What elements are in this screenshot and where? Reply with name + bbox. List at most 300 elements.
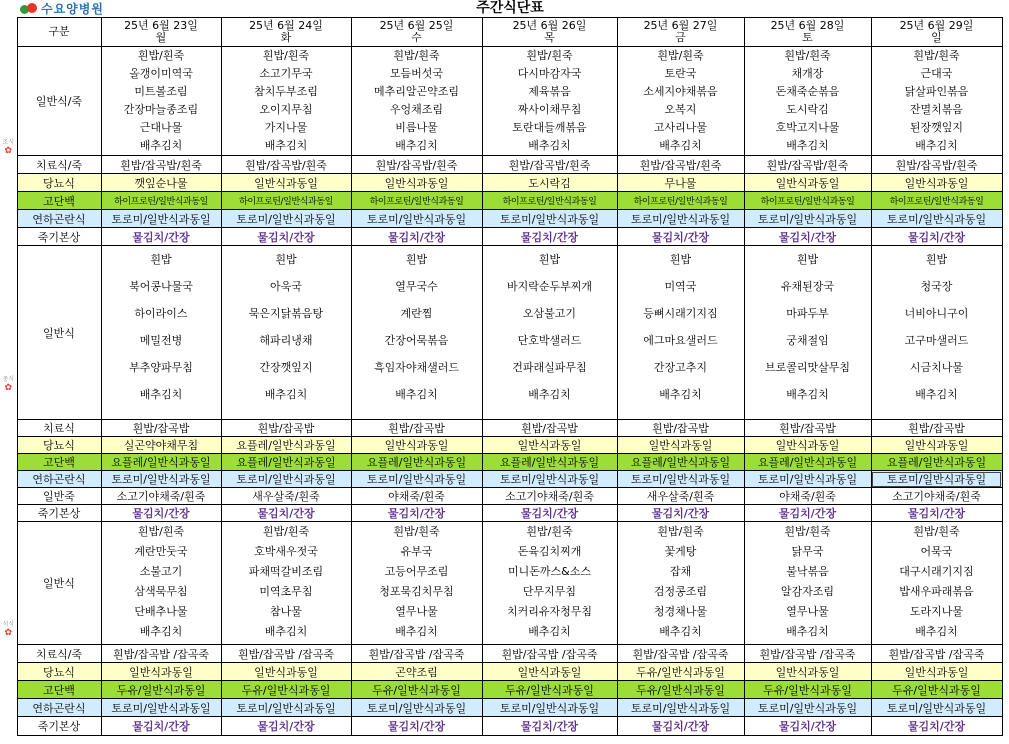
menu-cell: 흰밥/잡곡밥/흰죽	[871, 156, 1002, 174]
day-weekday: 금	[675, 31, 686, 44]
menu-cell: 토로미/일반식과동일	[617, 699, 744, 717]
menu-item: 간장깻잎지	[259, 361, 313, 374]
day-date: 25년 6월 25일	[379, 19, 454, 32]
menu-cell: 두유/일반식과동일	[617, 681, 744, 699]
menu-cell: 두유/일반식과동일	[351, 681, 482, 699]
menu-item: 열무나물	[395, 605, 438, 618]
page-header	[0, 0, 1009, 17]
menu-cell: 물김치/간장	[744, 228, 871, 246]
menu-item: 미역국	[664, 280, 697, 293]
menu-cell: 일반식과동일	[871, 437, 1002, 454]
meal-marker-label: 중식	[2, 376, 15, 383]
meal-side-marker	[0, 246, 17, 522]
menu-item: 흰밥/흰죽	[913, 525, 960, 538]
header-row	[0, 18, 1002, 47]
row-label: 연하곤란식	[17, 471, 101, 488]
menu-cell: 일반식과동일	[871, 174, 1002, 192]
menu-cell: 두유/일반식과동일	[482, 681, 617, 699]
menu-item: 배추김치	[915, 388, 958, 401]
menu-item: 고등어무조림	[384, 565, 449, 578]
menu-cell: 일반식과동일	[744, 663, 871, 681]
menu-cell: 야채죽/흰죽	[351, 488, 482, 505]
page-title: 주간식단표	[476, 0, 544, 16]
menu-item: 배추김치	[395, 139, 438, 152]
menu-item: 된장깻잎지	[909, 121, 964, 134]
menu-item: 대구시래기지짐	[899, 565, 974, 578]
menu-item: 흰밥/흰죽	[913, 49, 960, 62]
menu-cell: 하이프로틴/일반식과동일	[482, 192, 617, 210]
flower-icon: ✿	[4, 145, 13, 156]
menu-cell: 요플레/일반식과동일	[871, 454, 1002, 471]
menu-cell: 토로미/일반식과동일	[744, 471, 871, 488]
menu-cell: 두유/일반식과동일	[221, 681, 351, 699]
menu-item: 짜사이채무침	[517, 103, 582, 116]
lunch-dysphagia-row	[0, 471, 1002, 488]
day-header	[617, 18, 744, 47]
menu-item: 건파래실파무침	[512, 361, 587, 374]
day-weekday: 목	[544, 31, 555, 44]
row-label: 일반식/죽	[17, 47, 101, 156]
menu-cell: 하이프로틴/일반식과동일	[617, 192, 744, 210]
menu-cell: 물김치/간장	[871, 228, 1002, 246]
row-label: 고단백	[17, 454, 101, 471]
menu-cell: 깻잎순나물	[101, 174, 221, 192]
day-date: 25년 6월 29일	[899, 19, 974, 32]
menu-item: 에그마요샐러드	[643, 334, 718, 347]
meal-marker-label: 석식	[2, 621, 15, 628]
menu-item: 등뼈시래기지짐	[643, 307, 718, 320]
menu-cell: 요플레/일반식과동일	[221, 437, 351, 454]
dinner-dysphagia-row	[0, 699, 1002, 717]
row-label: 당뇨식	[17, 174, 101, 192]
menu-item: 배추김치	[139, 139, 183, 152]
menu-item: 도시락김	[786, 103, 829, 116]
menu-cell: 물김치/간장	[744, 717, 871, 736]
menu-cell	[101, 47, 221, 156]
menu-cell	[221, 522, 351, 645]
menu-item: 배추김치	[264, 625, 308, 638]
menu-item: 가지나물	[264, 121, 308, 134]
row-label: 죽기본상	[17, 717, 101, 736]
menu-cell: 흰밥/잡곡밥	[221, 420, 351, 437]
menu-item: 마파두부	[786, 307, 829, 320]
menu-cell: 토로미/일반식과동일	[744, 210, 871, 228]
menu-item: 호박새우젓국	[254, 545, 318, 558]
menu-item: 메밀전병	[139, 334, 183, 347]
menu-cell: 두유/일반식과동일	[871, 681, 1002, 699]
menu-cell: 흰밥/잡곡밥	[351, 420, 482, 437]
menu-item: 근대국	[920, 67, 953, 80]
menu-cell: 요플레/일반식과동일	[744, 454, 871, 471]
menu-cell: 일반식과동일	[351, 174, 482, 192]
row-label: 일반식	[17, 246, 101, 420]
menu-cell	[351, 522, 482, 645]
menu-item: 계란만둣국	[134, 545, 188, 558]
menu-cell: 일반식과동일	[744, 437, 871, 454]
menu-item: 아욱국	[270, 280, 302, 293]
menu-item: 배추김치	[264, 139, 308, 152]
menu-cell: 두유/일반식과동일	[744, 681, 871, 699]
menu-item: 청국장	[920, 280, 953, 293]
menu-item: 배추김치	[786, 388, 829, 401]
menu-cell: 일반식과동일	[482, 437, 617, 454]
menu-item: 모듬버섯국	[389, 67, 444, 80]
menu-item: 북어콩나물국	[129, 280, 193, 293]
menu-cell: 하이프로틴/일반식과동일	[744, 192, 871, 210]
menu-item: 바지락순두부찌개	[506, 280, 592, 293]
menu-item: 검정콩조림	[653, 585, 708, 598]
menu-item: 우엉채조림	[389, 103, 444, 116]
menu-cell: 토로미/일반식과동일	[482, 210, 617, 228]
menu-cell: 토로미/일반식과동일	[101, 699, 221, 717]
menu-item: 닭살파인볶음	[904, 85, 969, 98]
menu-item: 흰밥	[150, 253, 172, 266]
menu-cell: 흰밥/잡곡밥/흰죽	[482, 156, 617, 174]
menu-item: 흰밥/흰죽	[262, 49, 310, 62]
menu-item: 열무국수	[395, 280, 438, 293]
row-label: 일반죽	[17, 488, 101, 505]
menu-item: 흰밥/흰죽	[262, 525, 310, 538]
menu-cell: 요플레/일반식과동일	[482, 454, 617, 471]
menu-item: 비름나물	[395, 121, 438, 134]
menu-item: 돈육김치찌개	[517, 545, 582, 558]
menu-cell	[617, 522, 744, 645]
menu-cell: 곤약조림	[351, 663, 482, 681]
day-header	[871, 18, 1002, 47]
menu-cell: 야채죽/흰죽	[744, 488, 871, 505]
lunch-diabetic-row	[0, 437, 1002, 454]
breakfast-high_protein-row	[0, 192, 1002, 210]
menu-cell	[871, 47, 1002, 156]
menu-item: 제육볶음	[528, 85, 571, 98]
menu-cell: 흰밥/잡곡밥 /잡곡죽	[351, 645, 482, 663]
menu-item: 흰밥	[925, 253, 948, 266]
menu-item: 배추김치	[915, 625, 958, 638]
menu-item: 다시마감자국	[517, 67, 582, 80]
menu-cell: 물김치/간장	[744, 505, 871, 522]
day-date: 25년 6월 26일	[512, 19, 587, 32]
menu-cell: 토로미/일반식과동일	[744, 699, 871, 717]
menu-item: 참치두부조림	[254, 85, 318, 98]
menu-cell: 일반식과동일	[482, 663, 617, 681]
row-label: 치료식/죽	[17, 645, 101, 663]
menu-cell: 흰밥/잡곡밥/흰죽	[221, 156, 351, 174]
menu-cell: 소고기야채죽/흰죽	[482, 488, 617, 505]
hospital-logo	[20, 1, 104, 16]
menu-item: 열무나물	[786, 605, 829, 618]
menu-cell	[351, 47, 482, 156]
menu-cell: 흰밥/잡곡밥	[617, 420, 744, 437]
day-weekday: 토	[802, 31, 813, 44]
day-weekday: 화	[280, 31, 292, 44]
menu-cell: 흰밥/잡곡밥/흰죽	[101, 156, 221, 174]
menu-item: 단배추나물	[134, 605, 188, 618]
menu-cell	[617, 246, 744, 420]
menu-item: 미역초무침	[259, 585, 313, 598]
menu-item: 묵은지닭볶음탕	[248, 307, 324, 320]
menu-cell: 물김치/간장	[221, 505, 351, 522]
logo-text: 수요양병원	[41, 2, 104, 16]
menu-item: 유채된장국	[780, 280, 835, 293]
menu-item: 배추김치	[528, 139, 571, 152]
menu-item: 간장어묵볶음	[384, 334, 449, 347]
day-date: 25년 6월 23일	[124, 19, 198, 32]
menu-cell: 물김치/간장	[351, 505, 482, 522]
menu-cell: 흰밥/잡곡밥 /잡곡죽	[221, 645, 351, 663]
menu-item: 흰밥/흰죽	[137, 525, 185, 538]
menu-cell: 일반식과동일	[221, 174, 351, 192]
menu-item: 배추김치	[139, 388, 183, 401]
row-label: 죽기본상	[17, 505, 101, 522]
menu-cell: 물김치/간장	[101, 505, 221, 522]
menu-cell: 물김치/간장	[351, 228, 482, 246]
menu-cell: 물김치/간장	[351, 717, 482, 736]
flower-icon: ✿	[4, 383, 13, 393]
menu-cell: 토로미/일반식과동일	[351, 210, 482, 228]
menu-item: 흰밥/흰죽	[526, 525, 573, 538]
menu-cell: 흰밥/잡곡밥 /잡곡죽	[617, 645, 744, 663]
menu-item: 흰밥/흰죽	[784, 525, 831, 538]
menu-cell: 토로미/일반식과동일	[871, 471, 1002, 488]
day-date: 25년 6월 24일	[249, 19, 323, 32]
menu-item: 꽃게탕	[664, 545, 697, 558]
menu-cell: 토로미/일반식과동일	[871, 699, 1002, 717]
breakfast-diabetic-row	[0, 174, 1002, 192]
menu-item: 배추김치	[264, 388, 308, 401]
row-label: 고단백	[17, 192, 101, 210]
menu-item: 돈채죽순볶음	[775, 85, 840, 98]
menu-cell: 물김치/간장	[221, 228, 351, 246]
breakfast-side-row	[0, 228, 1002, 246]
menu-item: 해파리냉채	[259, 334, 313, 347]
menu-cell	[351, 246, 482, 420]
day-weekday: 일	[931, 31, 942, 44]
breakfast-therapeutic-row	[0, 156, 1002, 174]
menu-item: 간장마늘종조림	[123, 103, 199, 116]
menu-item: 잡채	[669, 565, 692, 578]
menu-item: 흰밥/흰죽	[784, 49, 831, 62]
menu-item: 배추김치	[659, 388, 702, 401]
menu-cell	[101, 246, 221, 420]
menu-item: 파채떡갈비조림	[248, 565, 324, 578]
menu-item: 메추리알곤약조림	[373, 85, 459, 98]
row-label: 치료식/죽	[17, 156, 101, 174]
menu-cell: 흰밥/잡곡밥	[744, 420, 871, 437]
menu-item: 미트볼조림	[134, 85, 188, 98]
menu-item: 흰밥	[405, 253, 428, 266]
menu-cell: 물김치/간장	[617, 505, 744, 522]
menu-item: 채개장	[791, 67, 824, 80]
menu-item: 올갱이미역국	[129, 67, 193, 80]
menu-item: 토란국	[664, 67, 697, 80]
menu-item: 소고기무국	[259, 67, 313, 80]
menu-item: 불낙볶음	[786, 565, 829, 578]
row-label: 고단백	[17, 681, 101, 699]
menu-item: 하이라이스	[134, 307, 188, 320]
menu-item: 흰밥	[538, 253, 561, 266]
row-label: 당뇨식	[17, 437, 101, 454]
day-header	[482, 18, 617, 47]
menu-item: 유부국	[400, 545, 433, 558]
menu-cell	[221, 246, 351, 420]
lunch-therapeutic-row	[0, 420, 1002, 437]
menu-cell: 새우살죽/흰죽	[617, 488, 744, 505]
header-marker	[0, 18, 17, 47]
menu-cell	[744, 47, 871, 156]
menu-cell: 물김치/간장	[617, 228, 744, 246]
menu-cell: 도시락김	[482, 174, 617, 192]
menu-item: 흰밥	[796, 253, 819, 266]
menu-item: 흰밥/흰죽	[137, 49, 185, 62]
menu-cell: 흰밥/잡곡밥/흰죽	[617, 156, 744, 174]
day-header	[101, 18, 221, 47]
menu-cell: 요플레/일반식과동일	[221, 454, 351, 471]
lunch-high_protein-row	[0, 454, 1002, 471]
menu-cell: 하이프로틴/일반식과동일	[221, 192, 351, 210]
lunch-regular-row	[0, 246, 1002, 420]
row-label: 일반식	[17, 522, 101, 645]
menu-item: 너비아니구이	[904, 307, 969, 320]
menu-item: 호박고지나물	[775, 121, 840, 134]
menu-cell: 물김치/간장	[101, 228, 221, 246]
menu-cell: 일반식과동일	[617, 437, 744, 454]
menu-cell: 흰밥/잡곡밥/흰죽	[351, 156, 482, 174]
dinner-regular-row	[0, 522, 1002, 645]
menu-item: 삼색묵무침	[134, 585, 188, 598]
menu-cell	[482, 47, 617, 156]
menu-cell: 흰밥/잡곡밥 /잡곡죽	[744, 645, 871, 663]
menu-item: 궁채절임	[786, 334, 829, 347]
menu-cell	[482, 246, 617, 420]
menu-item: 흰밥/흰죽	[393, 525, 440, 538]
menu-item: 참나물	[270, 605, 302, 618]
menu-item: 흑임자야채샐러드	[373, 361, 459, 374]
menu-cell: 일반식과동일	[101, 663, 221, 681]
row-label: 연하곤란식	[17, 210, 101, 228]
flower-icon: ✿	[4, 628, 13, 638]
dinner-diabetic-row	[0, 663, 1002, 681]
day-header	[744, 18, 871, 47]
menu-cell: 토로미/일반식과동일	[482, 699, 617, 717]
menu-cell: 실곤약야채무침	[101, 437, 221, 454]
row-label: 당뇨식	[17, 663, 101, 681]
menu-cell: 물김치/간장	[482, 505, 617, 522]
menu-item: 흰밥/흰죽	[657, 525, 704, 538]
day-weekday: 수	[411, 31, 422, 44]
menu-item: 배추김치	[659, 139, 702, 152]
menu-cell: 토로미/일반식과동일	[101, 471, 221, 488]
menu-cell	[101, 522, 221, 645]
menu-cell: 요플레/일반식과동일	[617, 454, 744, 471]
menu-item: 흰밥/흰죽	[393, 49, 440, 62]
menu-item: 청포묵김치무침	[379, 585, 454, 598]
menu-item: 흰밥/흰죽	[526, 49, 573, 62]
menu-item: 계란찜	[400, 307, 433, 320]
menu-cell	[482, 522, 617, 645]
menu-cell: 하이프로틴/일반식과동일	[871, 192, 1002, 210]
menu-item: 시금치나물	[909, 361, 964, 374]
menu-cell: 일반식과동일	[351, 437, 482, 454]
menu-item: 고사리나물	[653, 121, 708, 134]
menu-cell: 토로미/일반식과동일	[221, 210, 351, 228]
menu-cell: 소고기야채죽/흰죽	[101, 488, 221, 505]
menu-item: 밥새우파래볶음	[899, 585, 974, 598]
menu-cell: 토로미/일반식과동일	[221, 471, 351, 488]
menu-item: 단무지무침	[522, 585, 577, 598]
menu-item: 배추김치	[139, 625, 183, 638]
menu-cell: 흰밥/잡곡밥	[871, 420, 1002, 437]
menu-cell: 토로미/일반식과동일	[351, 699, 482, 717]
menu-item: 흰밥/흰죽	[657, 49, 704, 62]
weekly-menu-table	[0, 17, 1003, 736]
header-label: 구분	[17, 18, 101, 47]
menu-item: 배추김치	[528, 625, 571, 638]
menu-item: 오복지	[664, 103, 697, 116]
menu-item: 배추김치	[528, 388, 571, 401]
menu-cell: 두유/일반식과동일	[101, 681, 221, 699]
menu-cell: 토로미/일반식과동일	[482, 471, 617, 488]
breakfast-dysphagia-row	[0, 210, 1002, 228]
menu-item: 어묵국	[920, 545, 953, 558]
row-label: 치료식	[17, 420, 101, 437]
menu-item: 잔멸치볶음	[909, 103, 964, 116]
menu-item: 고구마샐러드	[904, 334, 969, 347]
menu-cell	[617, 47, 744, 156]
menu-item: 간장고추지	[653, 361, 708, 374]
menu-cell	[221, 47, 351, 156]
menu-cell: 물김치/간장	[871, 717, 1002, 736]
menu-cell: 토로미/일반식과동일	[617, 471, 744, 488]
meal-marker-label: 조식	[2, 138, 15, 146]
day-date: 25년 6월 27일	[643, 19, 718, 32]
menu-cell: 물김치/간장	[101, 717, 221, 736]
menu-cell: 흰밥/잡곡밥 /잡곡죽	[871, 645, 1002, 663]
menu-item: 흰밥	[669, 253, 692, 266]
menu-item: 근대나물	[139, 121, 183, 134]
menu-cell: 토로미/일반식과동일	[221, 699, 351, 717]
menu-cell: 요플레/일반식과동일	[351, 454, 482, 471]
menu-item: 알감자조림	[780, 585, 835, 598]
menu-cell	[744, 522, 871, 645]
menu-item: 배추김치	[786, 625, 829, 638]
menu-cell: 하이프로틴/일반식과동일	[101, 192, 221, 210]
lunch-porridge-row	[0, 488, 1002, 505]
menu-cell: 일반식과동일	[871, 663, 1002, 681]
menu-cell: 물김치/간장	[221, 717, 351, 736]
dinner-therapeutic-row	[0, 645, 1002, 663]
menu-cell: 물김치/간장	[482, 717, 617, 736]
menu-item: 부추양파무침	[129, 361, 193, 374]
day-weekday: 월	[155, 31, 167, 44]
menu-cell: 흰밥/잡곡밥 /잡곡죽	[101, 645, 221, 663]
menu-cell: 토로미/일반식과동일	[101, 210, 221, 228]
menu-item: 배추김치	[915, 139, 958, 152]
menu-cell	[871, 522, 1002, 645]
dinner-side-row	[0, 717, 1002, 736]
menu-item: 토란대들깨볶음	[512, 121, 587, 134]
menu-cell: 일반식과동일	[221, 663, 351, 681]
menu-item: 도라지나물	[909, 605, 964, 618]
menu-item: 닭무국	[791, 545, 824, 558]
menu-cell: 새우살죽/흰죽	[221, 488, 351, 505]
menu-item: 배추김치	[786, 139, 829, 152]
meal-side-marker	[0, 522, 17, 736]
menu-cell	[744, 246, 871, 420]
day-header	[221, 18, 351, 47]
menu-cell: 물김치/간장	[871, 505, 1002, 522]
menu-item: 소불고기	[139, 565, 183, 578]
menu-cell: 일반식과동일	[744, 174, 871, 192]
